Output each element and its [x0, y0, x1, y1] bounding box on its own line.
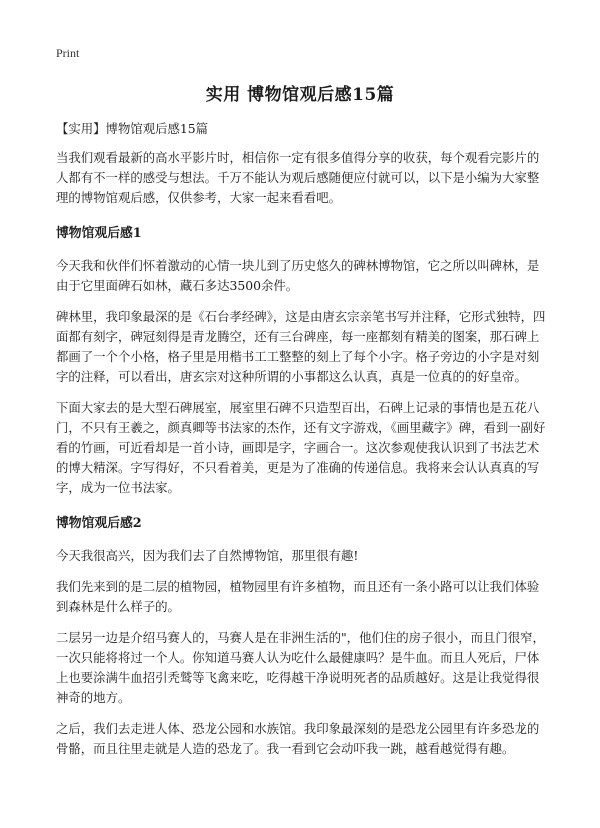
section-heading-1: 博物馆观后感1 [56, 226, 142, 241]
paragraph: 我们先来到的是二层的植物园，植物园里有许多植物，而且还有一条小路可以让我们体验到森林是什么样子的。 [56, 579, 540, 614]
section-heading-2: 博物馆观后感2 [56, 516, 142, 531]
page-title: 实用 博物馆观后感15篇 [205, 85, 395, 105]
paragraph: 碑林里，我印象最深的是《石台孝经碑》，这是由唐玄宗亲笔书写并注释，它形式独特，四面都有刻字，碑冠刻得是青龙腾空，还有三台碑座，每一座都刻有精美的图案，那石碑上都画了一个个小格，格子里是用楷书工工整整的刻上了每个小字。格子旁边的小字是对刻字的注释，可以看出，唐玄宗对这种所谓的小事都这么认真，真是一位真的的好皇帝。 [56, 309, 546, 384]
article-body [56, 119, 546, 770]
paragraph: 之后，我们去走进人体、恐龙公园和水族馆。我印象最深刻的是恐龙公园里有许多恐龙的骨骼，而且往里走就是人造的恐龙了。我一看到它会动吓我一跳，越看越觉得有趣。 [56, 721, 540, 756]
paragraph: 二层另一边是介绍马赛人的，马赛人是在非洲生活的"，他们住的房子很小，而且门很窄，一次只能将将过一个人。你知道马赛人认为吃什么最健康吗？是牛血。而且人死后，尸体上也要涂满牛血招引秃鹫等飞禽来吃，吃得越干净说明死者的品质越好。这是让我觉得很神奇的地方。 [56, 630, 545, 705]
intro-paragraph: 当我们观看最新的高水平影片时，相信你一定有很多值得分享的收获，每个观看完影片的人都有不一样的感受与想法。千万不能认为观后感随便应付就可以，以下是小编为大家整理的博物馆观后感，仅供参考，大家一起来看看吧。 [56, 150, 540, 205]
paragraph: 下面大家去的是大型石碑展室，展室里石碑不只造型百出，石碑上记录的事情也是五花八门，不只有王羲之，颜真卿等书法家的杰作，还有文字游戏，《画里藏字》碑，看到一副好看的竹画，可近看却是一首小诗，画即是字，字画合一。这次参观使我认识到了书法艺术的博大精深。字写得好，不只看着美，更是为了准确的传递信息。我将来会认认真真的写字，成为一位书法家。 [56, 400, 546, 495]
print-link[interactable]: Print [56, 46, 80, 60]
paragraph: 今天我很高兴，因为我们去了自然博物馆，那里很有趣! [56, 548, 359, 563]
paragraph: 今天我和伙伴们怀着激动的心情一块儿到了历史悠久的碑林博物馆，它之所以叫碑林，是由于它里面碑石如林，藏石多达3500余件。 [56, 258, 540, 293]
article-subtitle: 【实用】博物馆观后感15篇 [56, 121, 209, 136]
